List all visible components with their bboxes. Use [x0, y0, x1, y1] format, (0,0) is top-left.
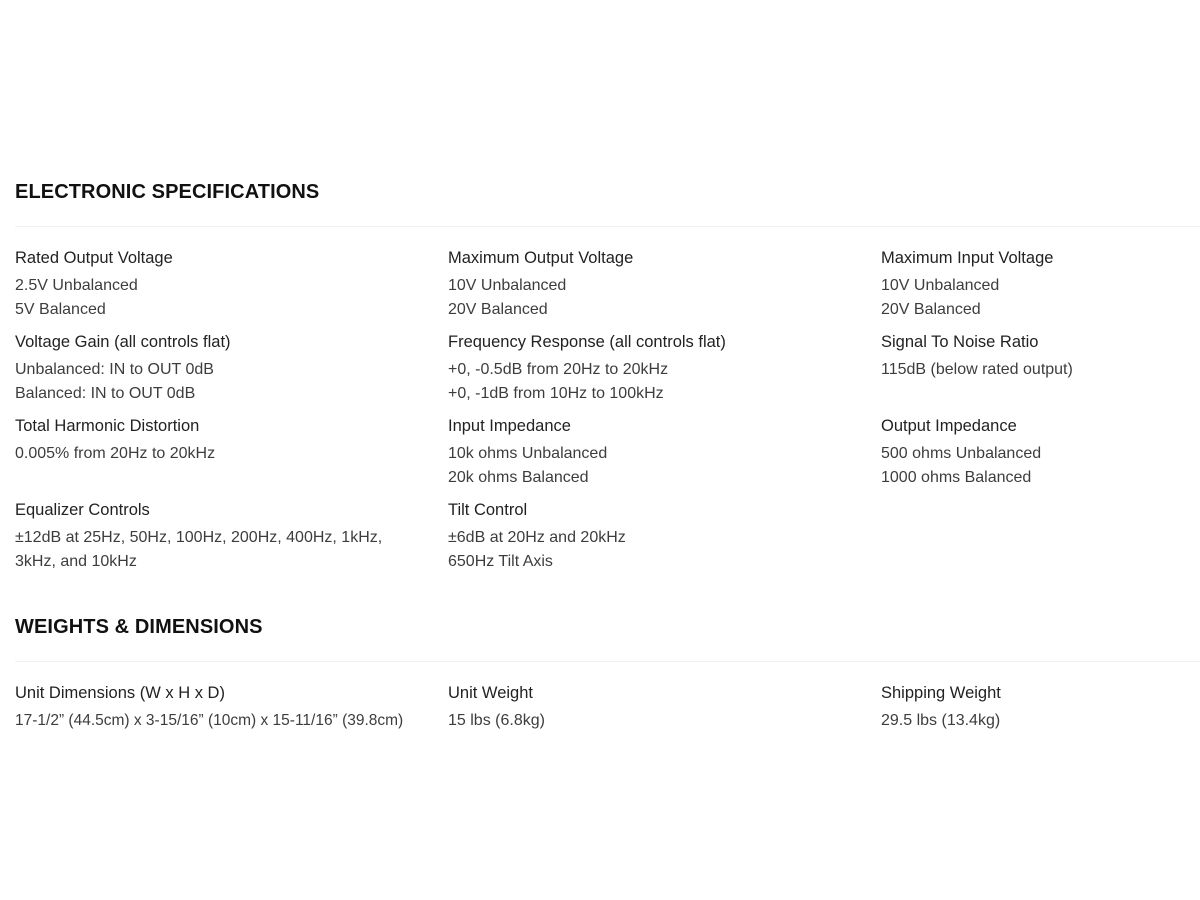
spec-label: Unit Weight: [448, 684, 533, 702]
spec-value: Unbalanced: IN to OUT 0dB: [15, 361, 214, 378]
spec-value: 10k ohms Unbalanced: [448, 445, 608, 462]
spec-value: 1000 ohms Balanced: [881, 469, 1032, 486]
spec-value: 20V Balanced: [881, 301, 981, 318]
spec-unit-dimensions: [15, 683, 445, 733]
spec-output-impedance: [881, 416, 1200, 490]
spec-tilt-control: [448, 500, 868, 574]
section-divider: [15, 661, 1200, 662]
spec-value: 2.5V Unbalanced: [15, 277, 138, 294]
spec-label: Maximum Input Voltage: [881, 249, 1054, 267]
spec-voltage-gain: [15, 332, 435, 406]
spec-value: 115dB (below rated output): [881, 361, 1073, 378]
spec-label: Output Impedance: [881, 417, 1017, 435]
spec-label: Signal To Noise Ratio: [881, 333, 1039, 351]
spec-value: 20V Balanced: [448, 301, 548, 318]
electronic-specifications-heading: ELECTRONIC SPECIFICATIONS: [15, 181, 320, 203]
spec-value: +0, -0.5dB from 20Hz to 20kHz: [448, 361, 669, 378]
spec-value: 20k ohms Balanced: [448, 469, 589, 486]
spec-maximum-input-voltage: [881, 248, 1200, 322]
spec-value: Balanced: IN to OUT 0dB: [15, 385, 196, 402]
spec-signal-to-noise-ratio: [881, 332, 1200, 382]
spec-label: Maximum Output Voltage: [448, 249, 634, 267]
spec-label: Rated Output Voltage: [15, 249, 173, 267]
section-divider: [15, 226, 1200, 227]
spec-value: 10V Unbalanced: [448, 277, 567, 294]
spec-shipping-weight: [881, 683, 1200, 733]
spec-value: 0.005% from 20Hz to 20kHz: [15, 445, 216, 462]
spec-label: Tilt Control: [448, 501, 528, 519]
spec-input-impedance: [448, 416, 868, 490]
spec-equalizer-controls: [15, 500, 435, 574]
spec-value: 500 ohms Unbalanced: [881, 445, 1042, 462]
spec-label: Shipping Weight: [881, 684, 1001, 702]
spec-value: 15 lbs (6.8kg): [448, 712, 545, 729]
spec-label: Unit Dimensions (W x H x D): [15, 684, 225, 702]
spec-value: 10V Unbalanced: [881, 277, 1000, 294]
spec-label: Equalizer Controls: [15, 501, 150, 519]
spec-label: Total Harmonic Distortion: [15, 417, 200, 435]
spec-label: Voltage Gain (all controls flat): [15, 333, 231, 351]
spec-label: Frequency Response (all controls flat): [448, 333, 726, 351]
spec-value: ±12dB at 25Hz, 50Hz, 100Hz, 200Hz, 400Hz, 1kHz, 3kHz, and 10kHz: [15, 529, 383, 570]
spec-label: Input Impedance: [448, 417, 571, 435]
spec-value: 650Hz Tilt Axis: [448, 553, 553, 570]
spec-value: 17-1/2” (44.5cm) x 3-15/16” (10cm) x 15-11/16” (39.8cm): [15, 712, 404, 729]
spec-value: 5V Balanced: [15, 301, 106, 318]
spec-frequency-response: [448, 332, 868, 406]
spec-value: +0, -1dB from 10Hz to 100kHz: [448, 385, 664, 402]
spec-value: ±6dB at 20Hz and 20kHz: [448, 529, 626, 546]
spec-unit-weight: [448, 683, 868, 733]
spec-value: 29.5 lbs (13.4kg): [881, 712, 1001, 729]
spec-total-harmonic-distortion: [15, 416, 435, 466]
spec-rated-output-voltage: [15, 248, 435, 322]
weights-dimensions-heading: WEIGHTS & DIMENSIONS: [15, 616, 263, 638]
spec-maximum-output-voltage: [448, 248, 868, 322]
